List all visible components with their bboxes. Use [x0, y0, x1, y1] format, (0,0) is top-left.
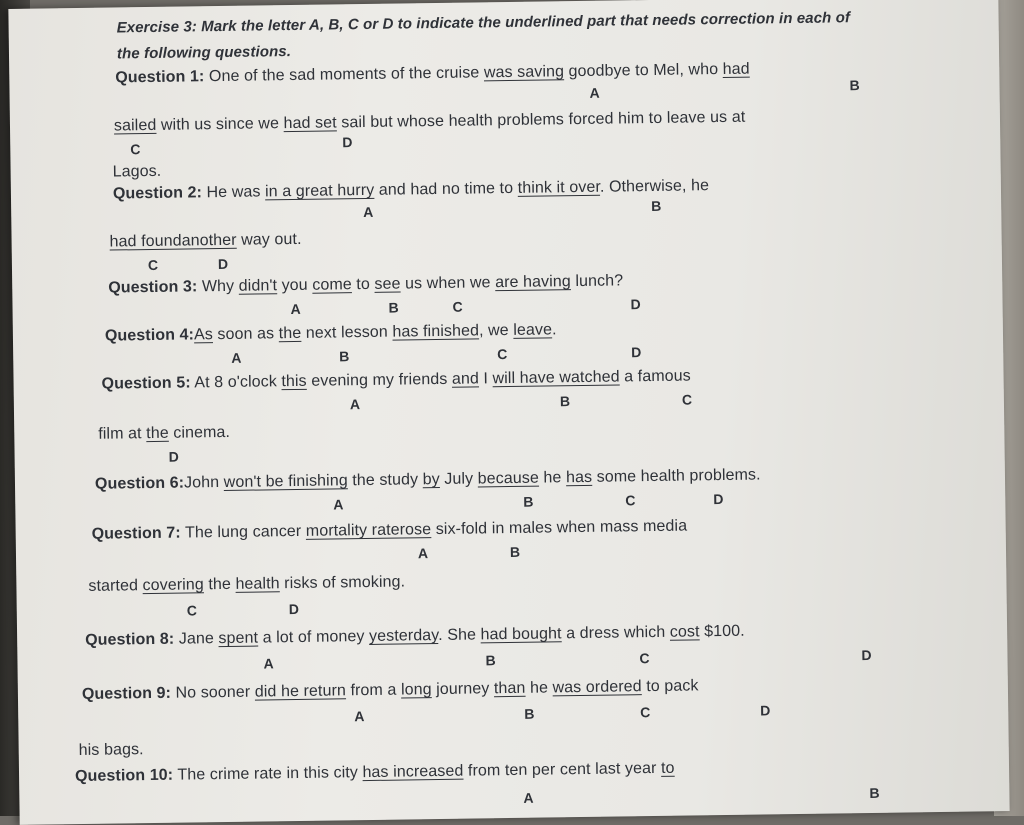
- q6-option-b: B: [523, 493, 534, 510]
- q9-option-a: A: [354, 708, 365, 725]
- q3-option-d: D: [630, 296, 641, 313]
- question-3-line-1: Question 3: Why didn't you come to see us when we are having lunch?: [108, 272, 624, 297]
- q1-option-d: D: [342, 134, 353, 151]
- q9-option-d: D: [760, 702, 771, 719]
- q4-option-a: A: [231, 349, 242, 366]
- worksheet-page: [8, 0, 1009, 825]
- question-2-line-2: had foundanother way out.: [109, 230, 302, 251]
- q8-option-d: D: [861, 646, 872, 664]
- q5-option-a: A: [349, 396, 361, 413]
- q5-option-c: C: [681, 391, 693, 408]
- question-7-line-2: started covering the health risks of smoking.: [88, 573, 406, 595]
- q2-option-a: A: [363, 203, 374, 221]
- q8-option-a: A: [263, 655, 274, 672]
- exercise-instructions-cont: the following questions.: [116, 43, 292, 63]
- question-5-line-2: film at the cinema.: [98, 423, 231, 443]
- question-8-line-1: Question 8: Jane spent a lot of money yesterday. She had bought a dress which cost $100.: [85, 622, 745, 649]
- question-9-line-1: Question 9: No sooner did he return from a long journey than he was ordered to pack: [81, 677, 699, 703]
- q4-option-c: C: [497, 346, 508, 363]
- question-1-line-3: Lagos.: [112, 162, 162, 181]
- q2-option-b: B: [651, 197, 662, 214]
- q6-option-a: A: [333, 496, 344, 513]
- q5-option-b: B: [559, 393, 571, 410]
- q6-option-c: C: [625, 492, 636, 509]
- question-6-line-1: Question 6:John won't be finishing the study by July because he has some health problems.: [94, 466, 761, 493]
- question-1-line-2: sailed with us since we had set sail but whose health problems forced him to leave us at: [113, 108, 746, 135]
- q3-option-a: A: [290, 300, 301, 318]
- q7-option-c: C: [186, 602, 198, 619]
- q4-option-b: B: [339, 348, 350, 365]
- q2-option-d: D: [217, 255, 229, 273]
- q1-option-b: B: [849, 77, 860, 94]
- question-10-line-1: Question 10: The crime rate in this city has increased from ten per cent last year to: [74, 759, 675, 786]
- q3-option-c: C: [452, 298, 463, 315]
- q2-option-c: C: [147, 256, 159, 274]
- q9-option-b: B: [524, 705, 535, 722]
- question-2-line-1: Question 2: He was in a great hurry and had no time to think it over. Otherwise, he: [112, 177, 710, 203]
- q10-option-b: B: [869, 784, 880, 802]
- q1-option-a: A: [589, 84, 600, 101]
- q8-option-b: B: [485, 652, 496, 669]
- question-9-line-2: his bags.: [78, 741, 144, 760]
- exercise-instructions: Exercise 3: Mark the letter A, B, C or D to indicate the underlined part that needs correction in each of: [116, 9, 851, 37]
- q7-option-d: D: [288, 600, 299, 618]
- question-1-line-1: Question 1: One of the sad moments of the cruise was saving goodbye to Mel, who had: [115, 60, 750, 87]
- question-4-line-1: Question 4:As soon as the next lesson has finished, we leave.: [104, 321, 557, 345]
- q7-option-a: A: [417, 545, 429, 562]
- question-7-line-1: Question 7: The lung cancer mortality raterose six-fold in males when mass media: [91, 517, 688, 543]
- q7-option-b: B: [509, 543, 521, 560]
- question-5-line-1: Question 5: At 8 o'clock this evening my friends and I will have watched a famous: [101, 367, 691, 393]
- q3-option-b: B: [388, 299, 399, 316]
- q4-option-d: D: [631, 344, 642, 361]
- q6-option-d: D: [713, 491, 724, 508]
- q8-option-c: C: [639, 650, 650, 667]
- q10-option-a: A: [523, 789, 534, 806]
- q1-option-c: C: [130, 141, 141, 158]
- q9-option-c: C: [640, 704, 651, 721]
- q5-option-d: D: [168, 448, 179, 465]
